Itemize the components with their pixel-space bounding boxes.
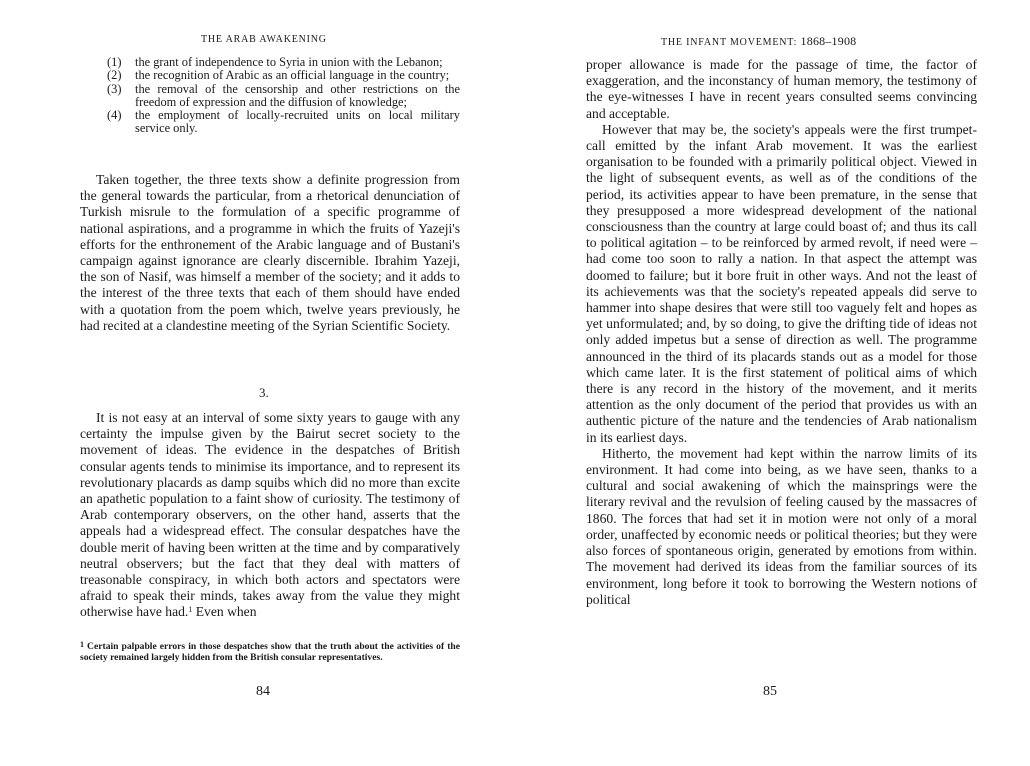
footnote bbox=[80, 642, 460, 663]
page-number-left: 84 bbox=[256, 684, 270, 699]
footnote-mark: 1 bbox=[80, 640, 84, 649]
running-head-left: THE ARAB AWAKENING bbox=[201, 34, 327, 45]
list-item bbox=[107, 109, 460, 136]
list-item-text: the employment of locally-recruited units on local military service only. bbox=[135, 108, 460, 136]
section-number: 3. bbox=[259, 385, 269, 400]
left-paragraph-1-block bbox=[80, 172, 460, 334]
list-item-number: (3) bbox=[107, 81, 122, 96]
list-item bbox=[107, 69, 460, 82]
page-number-right: 85 bbox=[763, 684, 777, 699]
left-paragraph-2-text: It is not easy at an interval of some sixty years to gauge with any certainty the impulse given by the Bairut secret society to the movement of ideas. The evidence in the despatches of British consular agents tends to minimise its importance, and to represent its revolutionary placards as damp squibs which did no more than excite an apathetic population to a faint show of curiosity. The testimony of Arab contemporary observers, on the other hand, asserts that the appeals had a widespread effect. The consular despatches have the double merit of having been written at the time and by comparatively neutral observers; but the fact that they deal with matters of treasonable conspiracy, in which both actors and spectators were afraid to speak their minds, takes away from the value they might otherwise have had. bbox=[80, 410, 460, 620]
running-head-title: THE INFANT MOVEMENT: bbox=[661, 37, 798, 48]
footnote-reference: 1 bbox=[188, 605, 193, 615]
left-paragraph-2-tail: Even when bbox=[192, 604, 257, 620]
list-item-text: the removal of the censorship and other restrictions on the freedom of expression and the diffusion of knowledge; bbox=[135, 81, 460, 109]
left-paragraph-2 bbox=[80, 410, 460, 621]
demands-list bbox=[107, 56, 460, 136]
list-item-number: (1) bbox=[107, 55, 122, 69]
list-item bbox=[107, 56, 460, 69]
left-paragraph-2-block bbox=[80, 410, 460, 621]
list-item-number: (4) bbox=[107, 108, 122, 123]
list-item-text: the grant of independence to Syria in union with the Lebanon; bbox=[135, 55, 443, 69]
right-text-block bbox=[586, 57, 977, 608]
list-item-number: (2) bbox=[107, 68, 122, 83]
left-paragraph-1: Taken together, the three texts show a definite progression from the general towards the particular, from a rhetorical denunciation of Turkish misrule to the formulation of a specific programme of national aspirations, and a programme in which the fruits of Yazeji's efforts for the enthronement of the Arabic language and of Bustani's campaign against ignorance are clearly discernible. Ibrahim Yazeji, the son of Nasif, was himself a member of the society; and it adds to the interest of the three texts that each of them should have ended with a quotation from the poem which, twelve years previously, he had recited at a clandestine meeting of the Syrian Scientific Society. bbox=[80, 172, 460, 333]
right-paragraph-1: proper allowance is made for the passage of time, the factor of exaggeration, and the inconstancy of human memory, the testimony of the eye-witnesses I have in recent years consulted seems convincing and acceptable. bbox=[586, 57, 977, 121]
running-head-right bbox=[661, 34, 856, 49]
right-page bbox=[515, 0, 1030, 766]
list-item bbox=[107, 83, 460, 110]
right-paragraph-2: However that may be, the society's appeals were the first trumpet-call emitted by the infant Arab movement. It was the earliest organisation to be founded with a primarily political object. Viewed in the light of subsequent events, as well as of the conditions of the period, its activities appear to have been premature, in the sense that they presupposed a more widespread development of the national consciousness than the country at large could boast of; and thus its call to political agitation – to be reinforced by armed revolt, if need were – had come too soon to rally a nation. In that aspect the attempt was doomed to failure; but it bore fruit in other ways. And not the least of its achievements was that the society's repeated appeals did serve to hammer into shape desires that were still too vaguely felt and hopes as yet unformulated; and, by so doing, to give the drifting tide of ideas not only added impetus but a sense of direction as well. The programme announced in the third of its placards stands out as a model for those which came later. It is the first statement of political aims of which there is any record in the history of the movement, and it merits attention as the only document of the period that provides us with an authentic picture of the nature and the tendencies of Arab nationalism in its earliest days. bbox=[586, 121, 977, 445]
right-paragraph-3: Hitherto, the movement had kept within the narrow limits of its environment. It had come into being, as we have seen, thanks to a cultural and social awakening of which the mainsprings were the literary revival and the revulsion of feeling caused by the massacres of 1860. The forces that had set it in motion were not only of a moral order, unaffected by economic needs or political theories; but they were also forces of spontaneous origin, generated by emotions from within. The movement had derived its ideas from the familiar sources of its environment, long before it took to borrowing the Western notions of political bbox=[586, 445, 977, 607]
running-head-years: 1868–1908 bbox=[800, 34, 857, 48]
footnote-text: Certain palpable errors in those despatches show that the truth about the activities of the society remained largely hidden from the British consular representatives. bbox=[80, 641, 460, 663]
list-item-text: the recognition of Arabic as an official language in the country; bbox=[135, 68, 450, 83]
